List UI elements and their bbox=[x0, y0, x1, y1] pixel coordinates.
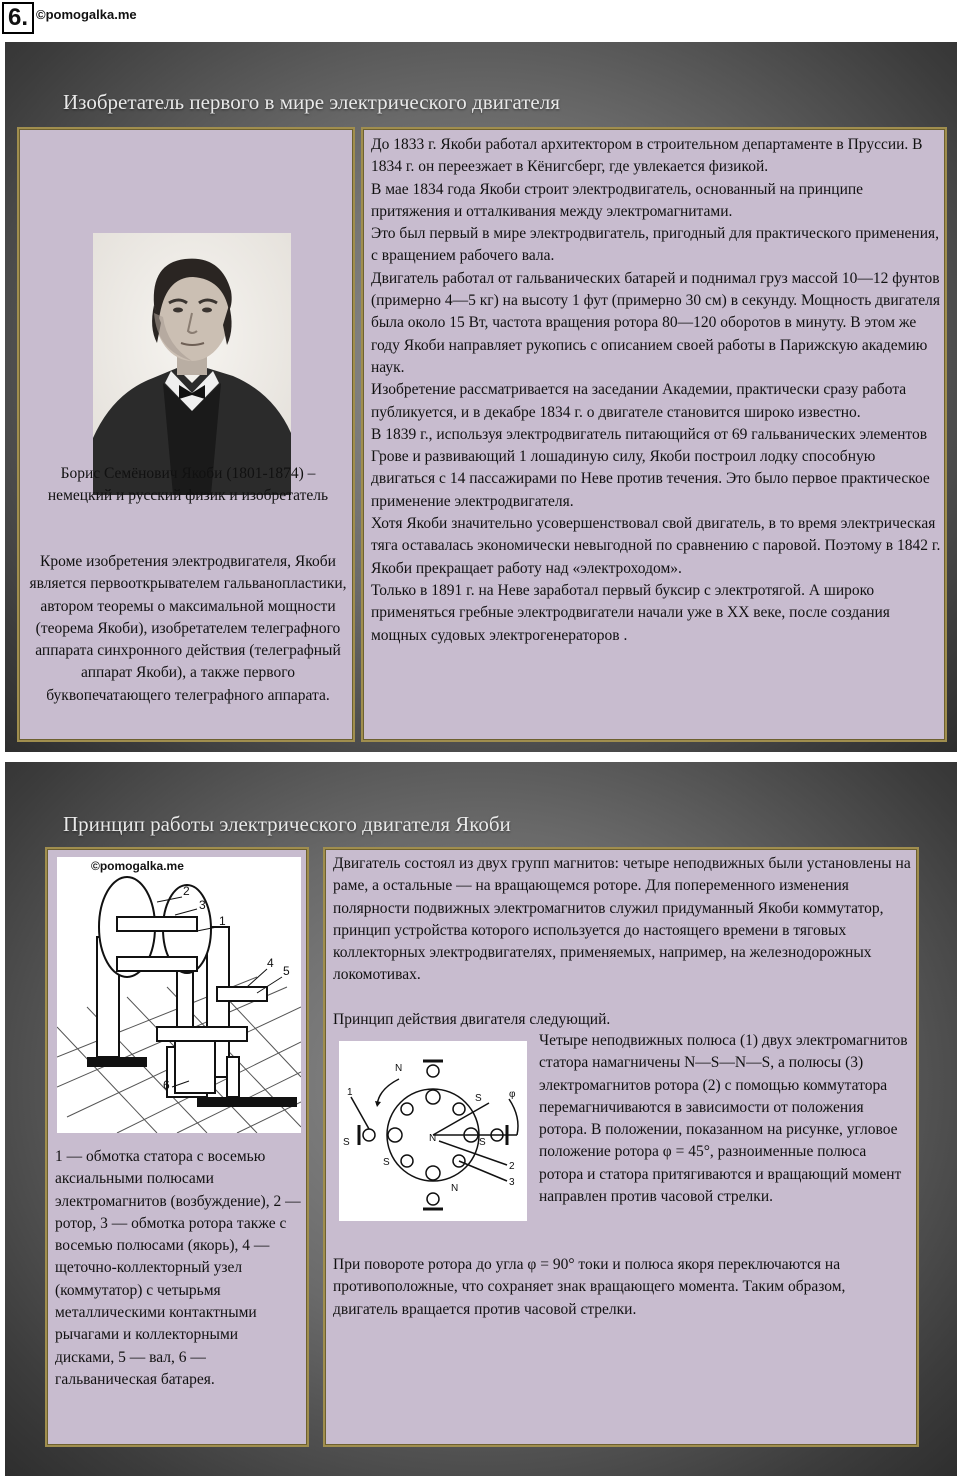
portrait-image bbox=[93, 233, 291, 495]
slide-title: Принцип работы электрического двигателя Якоби bbox=[63, 812, 511, 836]
biography-text bbox=[371, 134, 941, 647]
paragraph: Хотя Якоби значительно усовершенствовал свой двигатель, в то время электрическая тяга оставалась экономически невыгодной по сравнению с паровой. Поэтому в 1842 г. Якоби прекращает работу над «электроходом». bbox=[371, 515, 941, 577]
pole-label: N bbox=[395, 1063, 403, 1074]
inventions-text: Кроме изобретения электродвигателя, Якоби является первооткрывателем гальванопластики, автором теоремы о максимальной мощности (теорема Якоби), изобретателем телеграфного аппарата синхронного действия (телеграфный аппарат Якоби), а также первого буквопечатающего телеграфного аппарата. bbox=[29, 553, 347, 704]
paragraph: Это был первый в мире электродвигатель, пригодный для практического применения, с вращением рабочего вала. bbox=[371, 225, 939, 265]
pole-label: S bbox=[383, 1157, 390, 1168]
paragraph: В 1839 г., используя электродвигатель питающийся от 69 гальванических элементов Грове и развивающий 1 лошадиную силу, Якоби построил лодку способную двигаться с 14 пассажирами по Неве против течения. Это было первое практическое применение электродвигателя. bbox=[371, 425, 930, 510]
watermark: ©pomogalka.me bbox=[36, 7, 137, 22]
motor-figure bbox=[57, 857, 301, 1133]
part-label: 1 bbox=[347, 1087, 353, 1098]
figure-label: 5 bbox=[283, 964, 290, 978]
figure-label: 6 bbox=[163, 1078, 170, 1092]
paragraph: Изобретение рассматривается на заседании Академии, практически сразу работа публикуется, и в декабре 1834 г. о двигателе становится широко известно. bbox=[371, 381, 907, 421]
portrait-caption: Борис Семёнович Якоби (1801-1874) – немецкий и русский физик и изобретатель bbox=[47, 465, 329, 505]
figure-label: 3 bbox=[199, 898, 206, 912]
paragraph: До 1833 г. Якоби работал архитектором в строительном департаменте в Пруссии. В 1834 г. он переезжает в Кёнигсберг, где увлекается физикой. bbox=[371, 136, 923, 176]
page-number: 6. bbox=[2, 2, 34, 34]
figure-label: 1 bbox=[219, 914, 226, 928]
slide-inventor bbox=[5, 42, 957, 752]
part-label: 3 bbox=[509, 1177, 515, 1188]
paragraph: Двигатель работал от гальванических батарей и поднимал груз массой 10—12 фунтов (примерно 4—5 кг) на высоту 1 фут (примерно 30 см) в секунду. Мощность двигателя была около 15 Вт, частота вращения ротора 80—120 оборотов в минуту. В этом же году Якоби направляет рукопись с описанием своей работы в Парижскую академию наук. bbox=[371, 269, 940, 376]
principle-bottom-text: При повороте ротора до угла φ = 90° токи и полюса якоря переключаются на противоположные, что сохраняет знак вращающего момента. Таким образом, двигатель вращается против часовой стрелки. bbox=[333, 1256, 846, 1318]
pole-label: S bbox=[343, 1137, 350, 1148]
part-label: 2 bbox=[509, 1161, 515, 1172]
pole-label: S bbox=[479, 1137, 486, 1148]
description-text: Двигатель состоял из двух групп магнитов: четыре неподвижных были установлены на раме, а остальные — на вращающемся роторе. Для попеременного изменения полярности подвижных электромагнитов служил придуманный Якоби коммутатор, принцип устройства которого используется до настоящего времени в тяговых коллекторных электродвигателях, применяемых, например, на железнодорожных локомотивах. bbox=[333, 855, 911, 984]
principle-side-text: Четыре неподвижных полюса (1) двух электромагнитов статора намагничены N—S—N—S, а полюсы (3) электромагнитов ротора (2) с помощью коммутатора перемагничиваются в зависимости от положения ротора. В положении, показанном на рисунке, угловое положение ротора φ = 45°, разноименные полюса ротора и статора притягиваются и вращающий момент направлен против часовой стрелки. bbox=[539, 1032, 908, 1206]
figure-caption: 1 — обмотка статора с восемью аксиальными полюсами электромагнитов (возбуждение), 2 — ротор, 3 — обмотка ротора также с восемью полюсами (якорь), 4 — щеточно-коллекторный узел (коммутатор) с четырьмя металлическими контактными рычагами и коллекторными дисками, 5 — вал, 6 — гальваническая батарея. bbox=[55, 1148, 301, 1388]
paragraph: Только в 1891 г. на Неве заработал первый буксир с электротягой. А широко применяться гребные электродвигатели начали уже в XX веке, после создания мощных судовых электрогенераторов . bbox=[371, 581, 890, 644]
pole-label: S bbox=[475, 1093, 482, 1104]
portrait-panel bbox=[17, 127, 355, 742]
figure-panel bbox=[45, 847, 309, 1447]
figure-label: 4 bbox=[267, 956, 274, 970]
principle-panel bbox=[323, 847, 919, 1447]
pole-label: N bbox=[429, 1133, 437, 1144]
principle-heading: Принцип действия двигателя следующий. bbox=[333, 1011, 611, 1028]
paragraph: В мае 1834 года Якоби строит электродвигатель, основанный на принципе притяжения и отталкивания между электромагнитами. bbox=[371, 180, 864, 220]
rotor-diagram bbox=[339, 1041, 527, 1221]
slide-principle bbox=[5, 762, 957, 1476]
angle-label: φ bbox=[509, 1089, 516, 1100]
figure-label: 2 bbox=[183, 884, 190, 898]
figure-watermark: ©pomogalka.me bbox=[91, 859, 184, 873]
pole-label: N bbox=[451, 1183, 459, 1194]
biography-panel bbox=[361, 127, 947, 742]
slide-title: Изобретатель первого в мире электрического двигателя bbox=[63, 90, 560, 114]
